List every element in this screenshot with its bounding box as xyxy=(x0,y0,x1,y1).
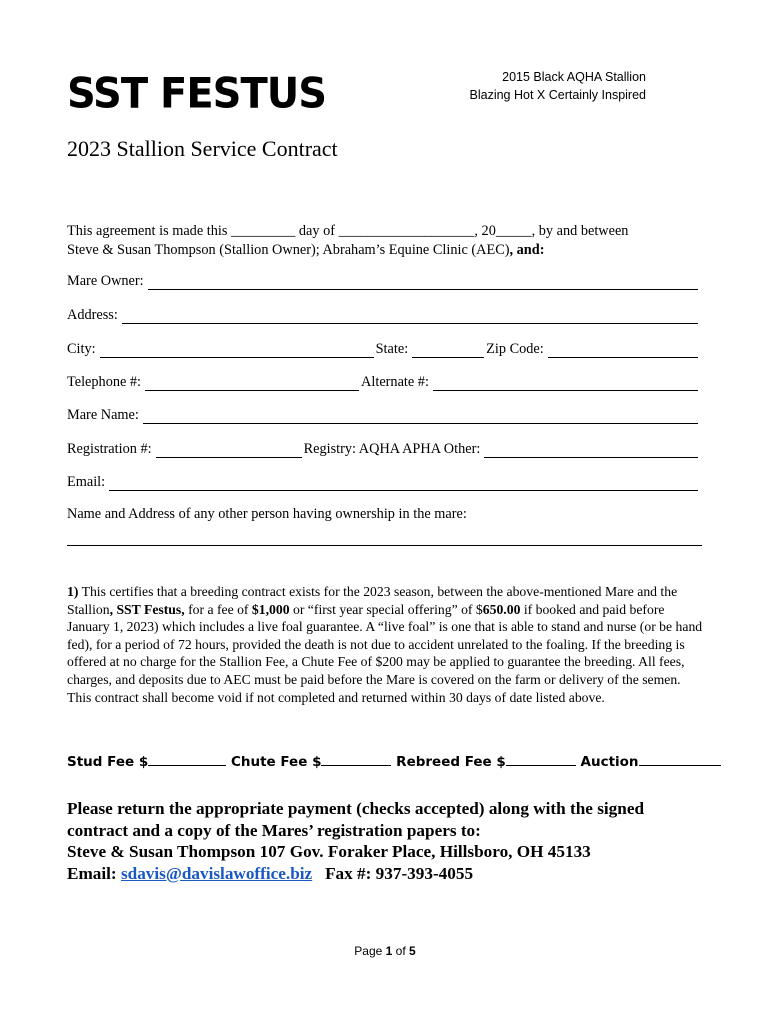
address-field[interactable] xyxy=(67,306,700,324)
registration-row xyxy=(67,440,700,458)
email-link[interactable]: sdavis@davislawoffice.biz xyxy=(120,863,313,883)
stallion-description: 2015 Black AQHA Stallion xyxy=(502,70,646,84)
page-footer xyxy=(0,944,770,958)
fees-row xyxy=(67,752,707,772)
telephone-row xyxy=(67,373,700,391)
mare-owner-label: Mare Owner: xyxy=(67,273,144,289)
page-number: 1 xyxy=(385,944,393,958)
address-blank[interactable] xyxy=(122,309,698,324)
other-owner-label: Name and Address of any other person having ownership in the mare: xyxy=(67,506,467,522)
clause-special-fee: 650.00 xyxy=(482,601,521,617)
clause-stallion: , SST Festus, xyxy=(109,601,185,617)
telephone-blank[interactable] xyxy=(145,376,359,391)
rebreed-fee-blank[interactable] xyxy=(506,752,576,766)
rebreed-fee-label: Rebreed Fee $ xyxy=(396,754,506,770)
zip-blank[interactable] xyxy=(548,343,698,358)
fax-number: Fax #: 937-393-4055 xyxy=(312,863,474,883)
mare-name-field[interactable] xyxy=(67,406,700,424)
return-address: Steve & Susan Thompson 107 Gov. Foraker Place, Hillsboro, OH 45133 xyxy=(67,842,591,861)
stud-fee-label: Stud Fee $ xyxy=(67,754,149,770)
address-label: Address: xyxy=(67,307,118,323)
return-line-2: contract and a copy of the Mares’ registration papers to: xyxy=(67,820,481,840)
state-blank[interactable] xyxy=(412,343,484,358)
registry-other-blank[interactable] xyxy=(484,443,698,458)
clause-fee: $1,000 xyxy=(251,601,290,617)
city-blank[interactable] xyxy=(100,343,374,358)
agreement-line-2 xyxy=(67,241,707,260)
clause-1 xyxy=(67,583,707,706)
agreement-line-1: This agreement is made this _________ day of ___________________, 20_____, by and between xyxy=(67,223,629,239)
mare-name-label: Mare Name: xyxy=(67,407,139,423)
city-label: City: xyxy=(67,341,96,357)
clause-text: if booked and paid before January 1, 2023) which includes a live foal guarantee. A “live foal” is one that is able to stand and nurse (or be hand fed), for a period of 72 hours, provided the death is not due to accident unrelated to the foaling. If the breeding is offered at no charge for the Stallion Fee, a Chute Fee of $200 may be applied to guarantee the breeding. All fees, charges, and deposits due to AEC must be paid before the Mare is covered on the farm or delivery of the semen. This contract shall become void if not completed and returned within 30 days of date listed above. xyxy=(67,601,703,705)
zip-label: Zip Code: xyxy=(486,341,544,357)
mare-owner-field[interactable] xyxy=(67,272,700,290)
contact-line xyxy=(67,863,707,885)
state-label: State: xyxy=(375,341,409,357)
agreement-parties: Steve & Susan Thompson (Stallion Owner); Abraham’s Equine Clinic (AEC) xyxy=(67,242,510,258)
page-total: 5 xyxy=(409,944,416,958)
agreement-and: , and: xyxy=(509,242,545,258)
clause-text: for a fee of xyxy=(184,601,252,617)
alternate-label: Alternate #: xyxy=(361,374,429,390)
chute-fee-blank[interactable] xyxy=(321,752,391,766)
stallion-subtitle xyxy=(470,68,646,104)
stallion-name-title: SST FESTUS xyxy=(67,69,327,119)
page-word: Page xyxy=(354,944,386,958)
chute-fee-label: Chute Fee $ xyxy=(230,754,322,770)
agreement-intro xyxy=(67,222,707,260)
telephone-label: Telephone #: xyxy=(67,374,142,390)
other-owner-blank[interactable] xyxy=(67,545,702,546)
alternate-blank[interactable] xyxy=(433,376,698,391)
registration-blank[interactable] xyxy=(156,443,302,458)
mare-name-blank[interactable] xyxy=(143,409,698,424)
stud-fee-blank[interactable] xyxy=(148,752,226,766)
email-field[interactable] xyxy=(67,473,700,491)
auction-label: Auction xyxy=(580,754,639,770)
registration-label: Registration #: xyxy=(67,441,152,457)
auction-blank[interactable] xyxy=(639,752,721,766)
return-instructions xyxy=(67,798,707,884)
clause-text: or “first year special offering” of $ xyxy=(289,601,483,617)
email-contact-label: Email: xyxy=(67,863,121,883)
clause-number: 1) xyxy=(67,584,79,599)
page-of: of xyxy=(392,944,410,958)
clause-text: This certifies that a breeding contract exists for the 2023 season, between the above-mentioned Mare and the Stallion xyxy=(67,584,678,617)
contract-title: 2023 Stallion Service Contract xyxy=(67,136,338,161)
email-label: Email: xyxy=(67,474,106,490)
city-state-zip-row xyxy=(67,340,700,358)
stallion-pedigree: Blazing Hot X Certainly Inspired xyxy=(469,88,646,102)
return-line-1: Please return the appropriate payment (checks accepted) along with the signed xyxy=(67,799,645,818)
registry-label: Registry: AQHA APHA Other: xyxy=(303,441,481,457)
mare-owner-blank[interactable] xyxy=(148,275,698,290)
email-blank[interactable] xyxy=(109,476,698,491)
